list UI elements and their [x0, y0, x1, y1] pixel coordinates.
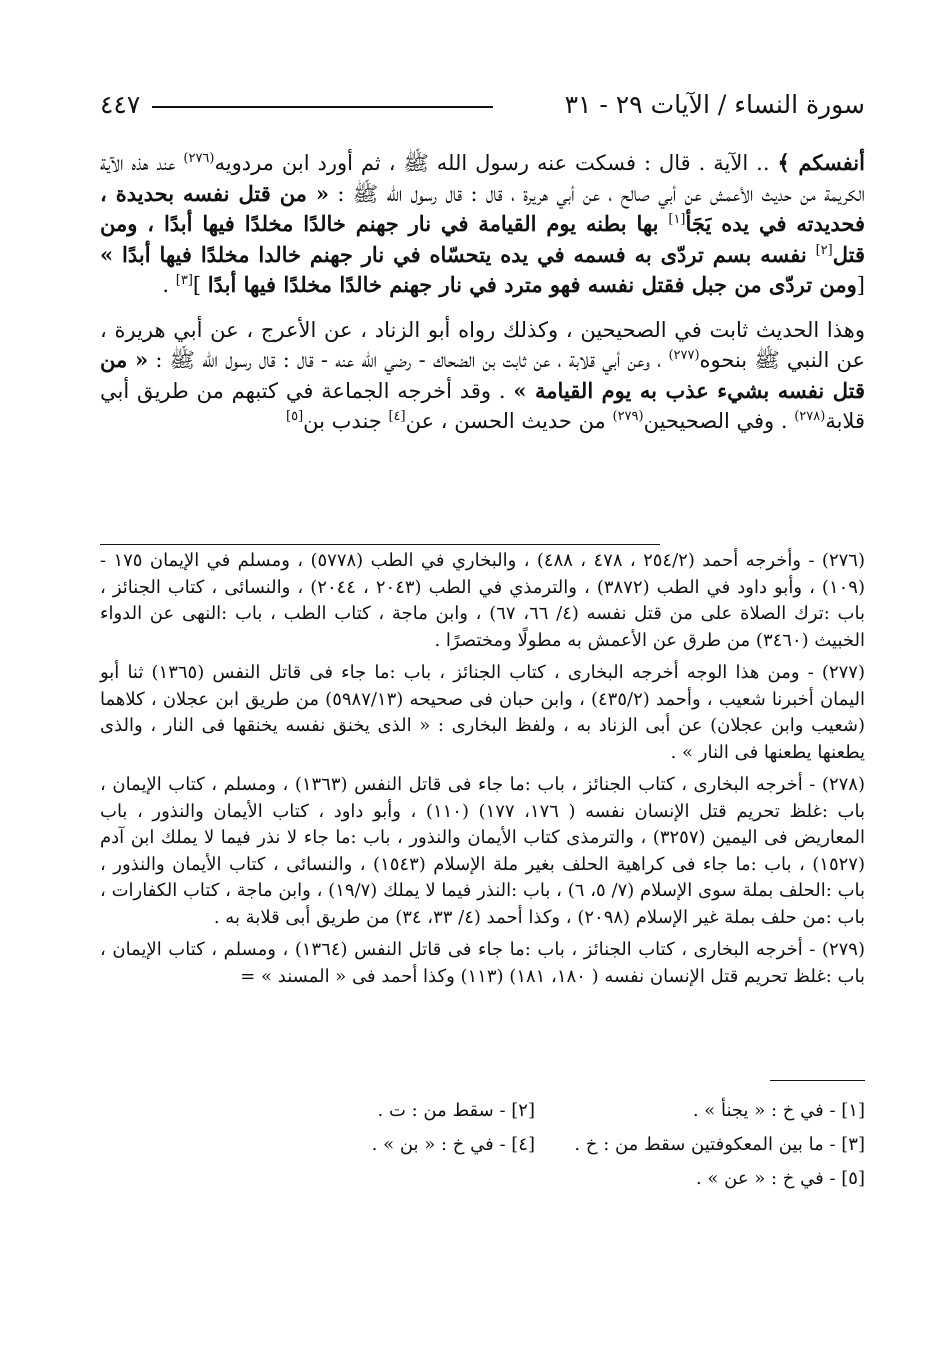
text-run: جندب بن — [303, 409, 389, 433]
page-number: ٤٤٧ — [100, 90, 141, 119]
footnote-ref: (٢٧٩) — [612, 409, 644, 424]
footnote-separator — [100, 544, 660, 545]
variant-note: [٥] - في خ : « عن » . — [695, 1168, 865, 1189]
hadith-text: « من قتل نفسه بحديدة ، فحديدته في يده يَجَأ — [100, 180, 865, 236]
main-text — [100, 148, 865, 437]
text-run: من حديث الحسن ، عن — [405, 409, 613, 433]
variant-ref: [٤] — [388, 409, 406, 424]
paragraph — [100, 148, 865, 301]
footnotes — [100, 548, 865, 996]
text-run: ] — [192, 273, 208, 297]
footnote: (٢٧٨) - أخرجه البخارى ، كتاب الجنائز ، باب :ما جاء فى قاتل النفس (١٣٦٣) ، ومسلم ، كتاب الإيمان ، باب :غلظ تحريم قتل الإنسان نفسه ( ١٧٦، ١٧٧) (١١٠) ، وأبو داود ، كتاب الأيمان والنذور ، باب المعاريض فى اليمين (٣٢٥٧) ، والترمذى كتاب الأيمان والنذور ، باب :ما جاء لا نذر فيما لا يملك ابن آدم (١٥٢٧) ، باب :ما جاء فى كراهية الحلف بغير ملة الإسلام (١٥٤٣) ، والنسائى ، كتاب الأيمان والنذور ، باب :الحلف بملة سوى الإسلام (٧/ ٥، ٦) ، باب :النذر فيما لا يملك (١٩/٧) ، وابن ماجة ، كتاب الكفارات ، باب :من حلف بملة غير الإسلام (٢٠٩٨) ، وكذا أحمد (٤/ ٣٣، ٣٤) من طريق أبى قلابة به . — [100, 774, 866, 928]
variant-note: [٣] - ما بين المعكوفتين سقط من : خ . — [574, 1134, 865, 1155]
footnote: (٢٧٧) - ومن هذا الوجه أخرجه البخارى ، كتاب الجنائز ، باب :ما جاء فى قاتل النفس (١٣٦٥) ثنا أبو اليمان أخبرنا شعيب ، وأحمد (٤٣٥/٢) ، وابن حبان فى صحيحه (٥٩٨٧/١٣) من طريق ابن عجلان ، كلاهما (شعيب وابن عجلان) عن أبى الزناد به ، ولفظ البخارى : « الذى يخنق نفسه يخنقها فى النار ، والذى يطعنها يطعنها فى النار » . — [100, 662, 865, 763]
hadith-text: نفسه بسم تردّى به فسمه في يده يتحسّاه في نار جهنم خالدا مخلدًا فيها أبدًا » — [100, 241, 816, 267]
page-header — [100, 88, 865, 128]
footnote: (٢٧٦) - وأخرجه أحمد (٢٥٤/٢ ، ٤٧٨ ، ٤٨٨) ، والبخاري في الطب (٥٧٧٨) ، ومسلم في الإيمان ١٧٥ - (١٠٩) ، وأبو داود في الطب (٣٨٧٢) ، والترمذي في الطب (٢٠٤٣ ، ٢٠٤٤) ، والنسائى ، كتاب الجنائز ، باب :ترك الصلاة على من قتل نفسه (٤/ ٦٦، ٦٧) ، وابن ماجة ، كتاب الطب ، باب :النهى عن الدواء الخبيث (٣٤٦٠) من طرق عن الأعمش به مطولًا ومختصرًا . — [100, 550, 865, 651]
text-run: . وقد أخرجه الجماعة في كتبهم من طريق أبي قلابة — [100, 378, 865, 433]
footnote-ref: (٢٧٨) — [794, 409, 826, 424]
hadith-text: بها بطنه يوم القيامة في نار جهنم خالدًا مخلدًا فيها أبدًا ، ومن قتل — [100, 211, 865, 267]
variant-note: [٤] - في خ : « بن » . — [371, 1134, 535, 1155]
text-run: ، وعن أبي قلابة ، عن ثابت بن الضحاك - رضي الله عنه - قال : قال رسول الله ﷺ : — [148, 348, 669, 372]
hadith-text: « من قتل نفسه بشيء عذب به يوم القيامة » — [100, 347, 866, 403]
footnote-ref: (٢٧٦) — [183, 151, 215, 166]
paragraph — [100, 315, 865, 437]
variant-ref: [٣] — [175, 273, 193, 288]
variant-row — [200, 1128, 865, 1162]
text-run: . وفي الصحيحين — [643, 409, 795, 433]
hadith-text: ومن تردّى من جبل فقتل نفسه فهو مترد في نار جهنم خالدًا مخلدًا فيها أبدًا — [207, 272, 857, 297]
variant-note: [٢] - سقط من : ت . — [377, 1100, 535, 1121]
text-run: .. الآية . قال : فسكت عنه رسول الله ﷺ ، ثم أورد ابن مردويه — [214, 151, 778, 175]
header-title: سورة النساء / الآيات ٢٩ - ٣١ — [564, 90, 865, 119]
text-run: عند هذه الآية الكريمة من حديث الأعمش عن أبي صالح ، عن أبي هريرة ، قال : قال رسول الله ﷺ : — [100, 151, 865, 206]
variant-row — [200, 1094, 865, 1128]
variants-separator — [770, 1080, 865, 1081]
footnote-ref: (٢٧٧) — [668, 348, 700, 363]
text-run: . — [162, 273, 176, 297]
verse-end: أنفسكم ﴾ — [777, 150, 865, 175]
footnote: (٢٧٩) - أخرجه البخارى ، كتاب الجنائز ، باب :ما جاء فى قاتل النفس (١٣٦٤) ، ومسلم ، كتاب الإيمان ، باب :غلظ تحريم قتل الإنسان نفسه ( ١٨٠، ١٨١) (١١٣) وكذا أحمد فى « المسند » = — [100, 939, 865, 987]
variant-ref: [٢] — [815, 242, 833, 258]
header-rule — [152, 106, 493, 108]
variant-ref: [١] — [668, 212, 686, 227]
text-run: [ — [856, 273, 865, 297]
variant-note: [١] - في خ : « يجنأ » . — [692, 1100, 865, 1121]
variant-row — [200, 1162, 865, 1196]
variant-notes — [200, 1094, 865, 1196]
variant-ref: [٥] — [286, 409, 304, 424]
text-run: وهذا الحديث ثابت في الصحيحين ، وكذلك رواه أبو الزناد ، عن الأعرج ، عن أبي هريرة ، عن النبي ﷺ بنحوه — [100, 317, 865, 372]
